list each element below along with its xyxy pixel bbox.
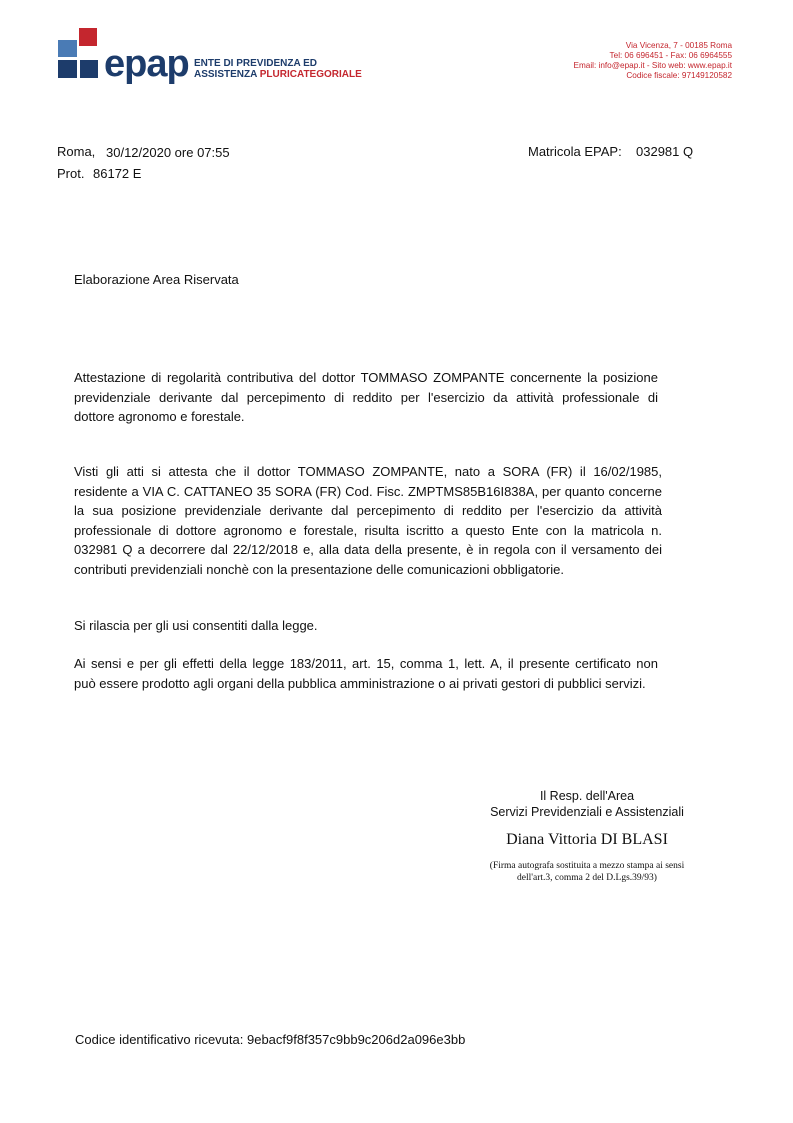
paragraph-line: residente a VIA C. CATTANEO 35 SORA (FR) Cod. Fisc. ZMPTMS85B16I838A, per quanto concerne (74, 483, 662, 499)
contact-fiscal-code: Codice fiscale: 97149120582 (626, 71, 732, 80)
attestation-paragraph (74, 368, 658, 427)
document-datetime: 30/12/2020 ore 07:55 (106, 145, 230, 160)
prot-value: 86172 E (93, 166, 142, 181)
paragraph-line: previdenziale derivante dal percepimento di reddito per l'esercizio da attività professionale di (74, 389, 658, 405)
logo-square-navy-2 (80, 60, 98, 78)
usage-paragraph: Si rilascia per gli usi consentiti dalla legge. (74, 618, 318, 633)
signature-role-line2: Servizi Previdenziali e Assistenziali (490, 805, 684, 819)
signatory-name: Diana Vittoria DI BLASI (506, 831, 668, 848)
contact-email: Email: info@epap.it - Sito web: www.epap.it (573, 61, 732, 70)
certification-paragraph (74, 462, 662, 579)
paragraph-line: 032981 Q a decorrere dal 22/12/2018 e, alla data della presente, è in regola con il versamento dei (74, 542, 662, 557)
contact-phone: Tel: 06 696451 - Fax: 06 6964555 (609, 51, 732, 60)
prot-label: Prot. (57, 166, 85, 181)
signature-note-line1: (Firma autografa sostituita a mezzo stampa ai sensi (489, 861, 685, 871)
subject-line: Elaborazione Area Riservata (74, 272, 239, 287)
epap-logo (56, 28, 376, 84)
logo-square-red (79, 28, 97, 46)
logo-line2-blue: ASSISTENZA (194, 69, 260, 80)
logo-square-navy-1 (58, 60, 77, 78)
paragraph-line: Ai sensi e per gli effetti della legge 183/2011, art. 15, comma 1, lett. A, il presente certificato non (74, 656, 658, 671)
receipt-code-value: 9ebacf9f8f357c9bb9c206d2a096e3bb (246, 1032, 466, 1047)
legal-notice-paragraph (74, 654, 658, 693)
contact-info (574, 41, 733, 81)
matricola-label: Matricola EPAP: (528, 144, 622, 159)
place-label: Roma, (57, 144, 96, 159)
logo-line2-red: PLURICATEGORIALE (259, 69, 362, 80)
signature-note-line2: dell'art.3, comma 2 del D.Lgs.39/93) (517, 873, 657, 883)
paragraph-line: dottore agronomo e forestale. (74, 409, 245, 424)
paragraph-line: Visti gli atti si attesta che il dottor TOMMASO ZOMPANTE, nato a SORA (FR) il 16/02/1985, (74, 464, 662, 479)
logo-subtitle-line2 (194, 69, 362, 80)
logo-subtitle-line1: ENTE DI PREVIDENZA ED (194, 58, 317, 69)
receipt-code-label: Codice identificativo ricevuta: (75, 1032, 244, 1047)
logo-wordmark: epap (104, 43, 189, 85)
contact-address: Via Vicenza, 7 - 00185 Roma (625, 41, 732, 50)
signature-block (470, 788, 704, 884)
signature-role-line1: Il Resp. dell'Area (539, 789, 635, 803)
paragraph-line: professionale di dottore agronomo e forestale, risulta iscritto a questo Ente con la matricola n. (74, 522, 662, 538)
receipt-code (75, 1032, 465, 1048)
logo-square-lightblue (58, 40, 77, 57)
paragraph-line: la sua posizione previdenziale derivante dal percepimento di reddito per l'esercizio da attività (74, 503, 662, 518)
paragraph-line: può essere prodotto agli organi della pubblica amministrazione o ai privati gestori di pubblici servizi. (74, 675, 646, 691)
matricola-value: 032981 Q (636, 144, 694, 159)
logo-subtitle (194, 58, 362, 80)
paragraph-line: contributi previdenziali nonchè con la presentazione delle comunicazioni obbligatorie. (74, 561, 564, 577)
paragraph-line: Attestazione di regolarità contributiva del dottor TOMMASO ZOMPANTE concernente la posizione (74, 370, 658, 385)
